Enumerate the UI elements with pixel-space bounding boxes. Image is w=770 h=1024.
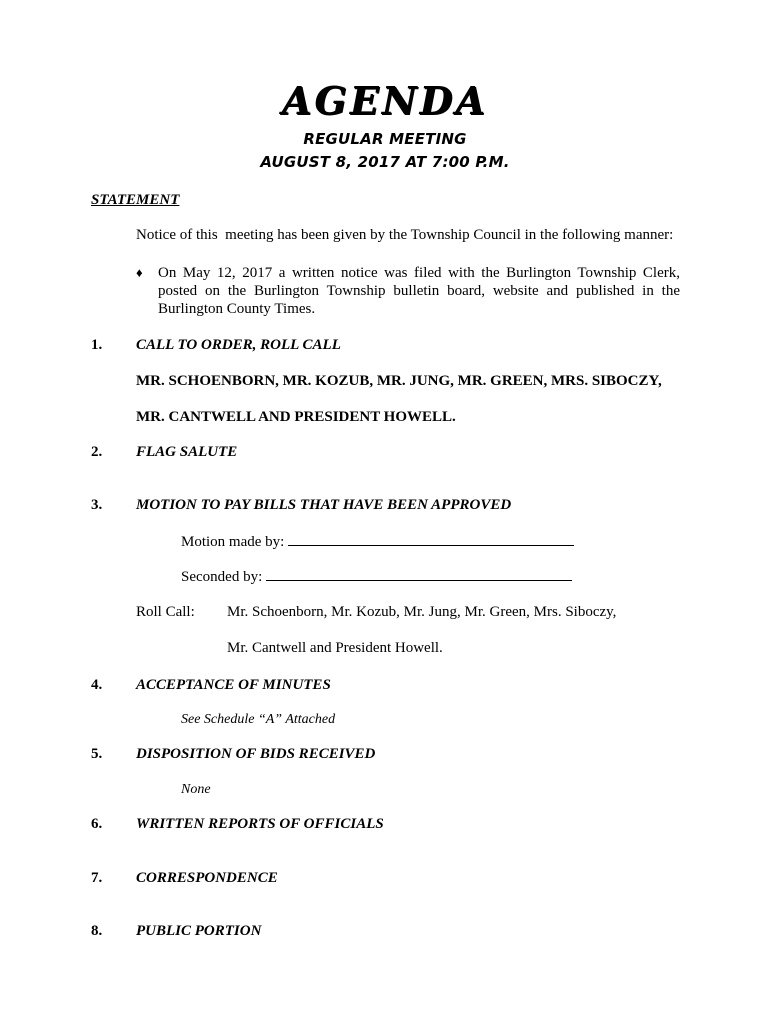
item-number: 2.: [91, 444, 103, 460]
item-number: 8.: [91, 923, 103, 939]
motion-made-by-row: [181, 533, 574, 551]
roll-call-names-line2: MR. CANTWELL AND PRESIDENT HOWELL.: [136, 409, 456, 425]
roll-call-label: Roll Call:: [136, 604, 195, 620]
seconded-by-row: [181, 568, 572, 586]
item-title-bids: DISPOSITION OF BIDS RECEIVED: [136, 746, 376, 762]
motion-made-by-blank: [288, 533, 574, 546]
item-title-correspondence: CORRESPONDENCE: [136, 870, 278, 886]
item-number: 1.: [91, 337, 103, 353]
item-number: 4.: [91, 677, 103, 693]
roll-call-names-line1: MR. SCHOENBORN, MR. KOZUB, MR. JUNG, MR. GREEN, MRS. SIBOCZY,: [136, 373, 662, 389]
item-number: 5.: [91, 746, 103, 762]
bids-note: None: [181, 782, 211, 797]
notice-text: Notice of this meeting has been given by the Township Council in the following manner:: [136, 227, 674, 243]
item-title-public-portion: PUBLIC PORTION: [136, 923, 262, 939]
motion-made-by-label: Motion made by:: [181, 534, 285, 550]
diamond-bullet-icon: ♦: [136, 265, 143, 280]
item-title-minutes: ACCEPTANCE OF MINUTES: [136, 677, 331, 693]
item-number: 7.: [91, 870, 103, 886]
roll-call-line2: Mr. Cantwell and President Howell.: [227, 640, 443, 656]
item-number: 3.: [91, 497, 103, 513]
meeting-type: REGULAR MEETING: [303, 130, 467, 148]
item-title-call-to-order: CALL TO ORDER, ROLL CALL: [136, 337, 341, 353]
seconded-by-label: Seconded by:: [181, 569, 263, 585]
item-title-flag-salute: FLAG SALUTE: [136, 444, 238, 460]
item-title-pay-bills: MOTION TO PAY BILLS THAT HAVE BEEN APPROVED: [136, 497, 512, 513]
seconded-by-blank: [266, 568, 572, 581]
notice-bullet-text: On May 12, 2017 a written notice was filed with the Burlington Township Clerk, posted on the Burlington Township bulletin board, website and published in the Burlington County Times.: [158, 265, 680, 317]
minutes-note: See Schedule “A” Attached: [181, 712, 336, 727]
item-number: 6.: [91, 816, 103, 832]
statement-heading: STATEMENT: [91, 192, 180, 208]
meeting-date: AUGUST 8, 2017 AT 7:00 P.M.: [260, 153, 510, 171]
item-title-reports: WRITTEN REPORTS OF OFFICIALS: [136, 816, 384, 832]
roll-call-line1: Mr. Schoenborn, Mr. Kozub, Mr. Jung, Mr. Green, Mrs. Siboczy,: [227, 604, 617, 620]
agenda-title: AGENDA: [281, 78, 489, 123]
